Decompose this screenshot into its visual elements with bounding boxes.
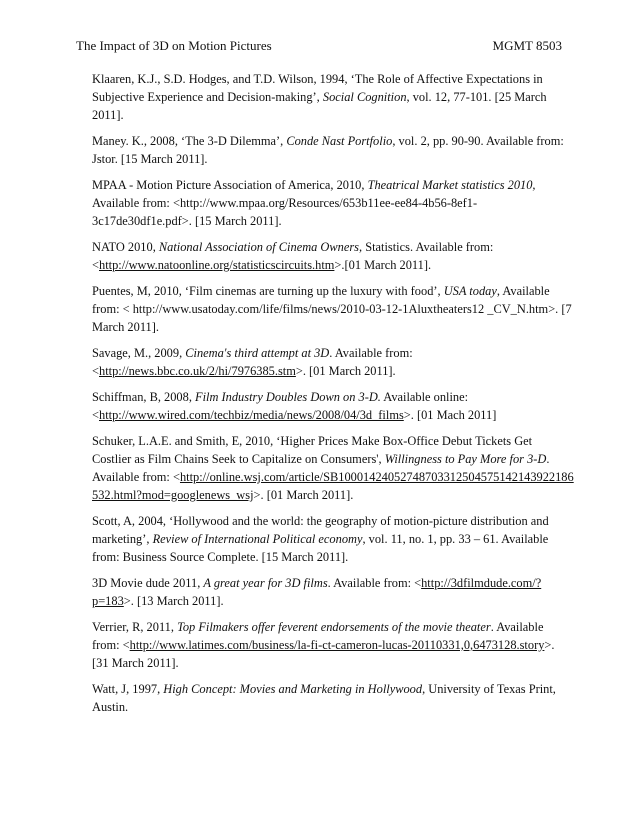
ref-link[interactable]: http://www.latimes.com/business/la-fi-ct-cameron-lucas-20110331,0,6473128.story — [129, 638, 545, 652]
ref-source-title: USA today — [443, 284, 497, 298]
ref-source-title: Film Industry Doubles Down on 3-D. — [195, 390, 381, 404]
ref-source-title: Review of International Political economy — [152, 532, 363, 546]
ref-text: . Available from: < — [327, 576, 422, 590]
ref-text: Schuker, L.A.E. and Smith, E, 2010, ‘Higher Prices Make Box-Office Debut Tickets Get Costlier as Film Chains Seek to Capitalize on Consumers', — [92, 434, 533, 466]
reference-item — [92, 238, 574, 274]
reference-list — [92, 70, 574, 724]
ref-text: >. [01 Mach 2011] — [403, 408, 497, 422]
ref-source-title: Top Filmakers offer feverent endorsements of the movie theater — [177, 620, 491, 634]
ref-text: >. [01 March 2011]. — [253, 488, 354, 502]
ref-source-title: Conde Nast Portfolio — [286, 134, 393, 148]
reference-item — [92, 70, 574, 124]
ref-text: NATO 2010, — [92, 240, 159, 254]
document-title: The Impact of 3D on Motion Pictures — [76, 38, 272, 53]
ref-text: >. [31 March 2011]. — [92, 638, 555, 670]
ref-text: Watt, J, 1997, — [92, 682, 164, 696]
ref-text: . Available from: < — [92, 346, 413, 378]
ref-text: . Available from: < — [92, 452, 550, 484]
ref-text: Statistics. Available from: < — [92, 240, 494, 272]
reference-item — [92, 618, 574, 672]
ref-source-title: Social Cognition — [322, 90, 407, 104]
ref-source-title: High Concept: Movies and Marketing in Hollywood — [163, 682, 423, 696]
ref-source-title: Cinema's third attempt at 3D — [185, 346, 330, 360]
reference-item — [92, 574, 574, 610]
ref-text: , vol. 11, no. 1, pp. 33 – 61. Available from: Business Source Complete. [15 March 2011]. — [92, 532, 549, 564]
ref-source-title: National Association of Cinema Owners, — [158, 240, 363, 254]
ref-text: >.[01 March 2011]. — [334, 258, 432, 272]
ref-text: Available from: <http://www.mpaa.org/Resources/653b11ee-ee84-4b56-8ef1-3c17de30df1e.pdf>. [15 March 2011]. — [92, 196, 478, 228]
ref-link[interactable]: http://3dfilmdude.com/?p=183 — [92, 576, 542, 608]
ref-text: , vol. 2, pp. 90-90. Available from: Jstor. [15 March 2011]. — [92, 134, 564, 166]
ref-text: >. [01 March 2011]. — [295, 364, 396, 378]
ref-link[interactable]: http://online.wsj.com/article/SB10001424052748703312504575142143922186532.html?mod=googlenews_wsj — [92, 470, 574, 502]
ref-text: Maney. K., 2008, ‘The 3-D Dilemma’, — [92, 134, 287, 148]
ref-source-title: Theatrical Market statistics 2010, — [367, 178, 536, 192]
ref-link[interactable]: http://news.bbc.co.uk/2/hi/7976385.stm — [99, 364, 296, 378]
reference-item — [92, 680, 574, 716]
course-code: MGMT 8503 — [492, 38, 562, 53]
ref-text: . Available from: < — [92, 620, 544, 652]
ref-text: Puentes, M, 2010, ‘Film cinemas are turning up the luxury with food’, — [92, 284, 444, 298]
ref-text: Klaaren, K.J., S.D. Hodges, and T.D. Wilson, 1994, ‘The Role of Affective Expectations in Subjective Experience and Decision-making’, — [92, 72, 543, 104]
ref-text: Verrier, R, 2011, — [92, 620, 178, 634]
reference-item — [92, 132, 574, 168]
ref-text: , University of Texas Print, Austin. — [92, 682, 556, 714]
ref-text: 3D Movie dude 2011, — [92, 576, 204, 590]
ref-link[interactable]: http://www.natoonline.org/statisticscircuits.htm — [99, 258, 335, 272]
reference-item — [92, 512, 574, 566]
ref-text: Scott, A, 2004, ‘Hollywood and the world: the geography of motion-picture distribution and marketing’, — [92, 514, 549, 546]
reference-item — [92, 388, 574, 424]
reference-item — [92, 344, 574, 380]
page-header — [76, 38, 562, 56]
ref-text: >. [13 March 2011]. — [123, 594, 224, 608]
ref-text: Savage, M., 2009, — [92, 346, 186, 360]
ref-text: , vol. 12, 77-101. [25 March 2011]. — [92, 90, 547, 122]
ref-text: MPAA - Motion Picture Association of America, 2010, — [92, 178, 368, 192]
reference-item — [92, 176, 574, 230]
ref-text: Available online: < — [92, 390, 469, 422]
ref-link[interactable]: http://www.wired.com/techbiz/media/news/2008/04/3d_films — [99, 408, 404, 422]
ref-text: , Available from: < http://www.usatoday.com/life/films/news/2010-03-12-1Aluxtheaters12 _CV_N.htm>. [7 March 2011]. — [92, 284, 572, 334]
ref-text: Schiffman, B, 2008, — [92, 390, 196, 404]
ref-source-title: A great year for 3D films — [203, 576, 328, 590]
ref-source-title: Willingness to Pay More for 3-D — [384, 452, 547, 466]
reference-item — [92, 432, 574, 504]
reference-item — [92, 282, 574, 336]
